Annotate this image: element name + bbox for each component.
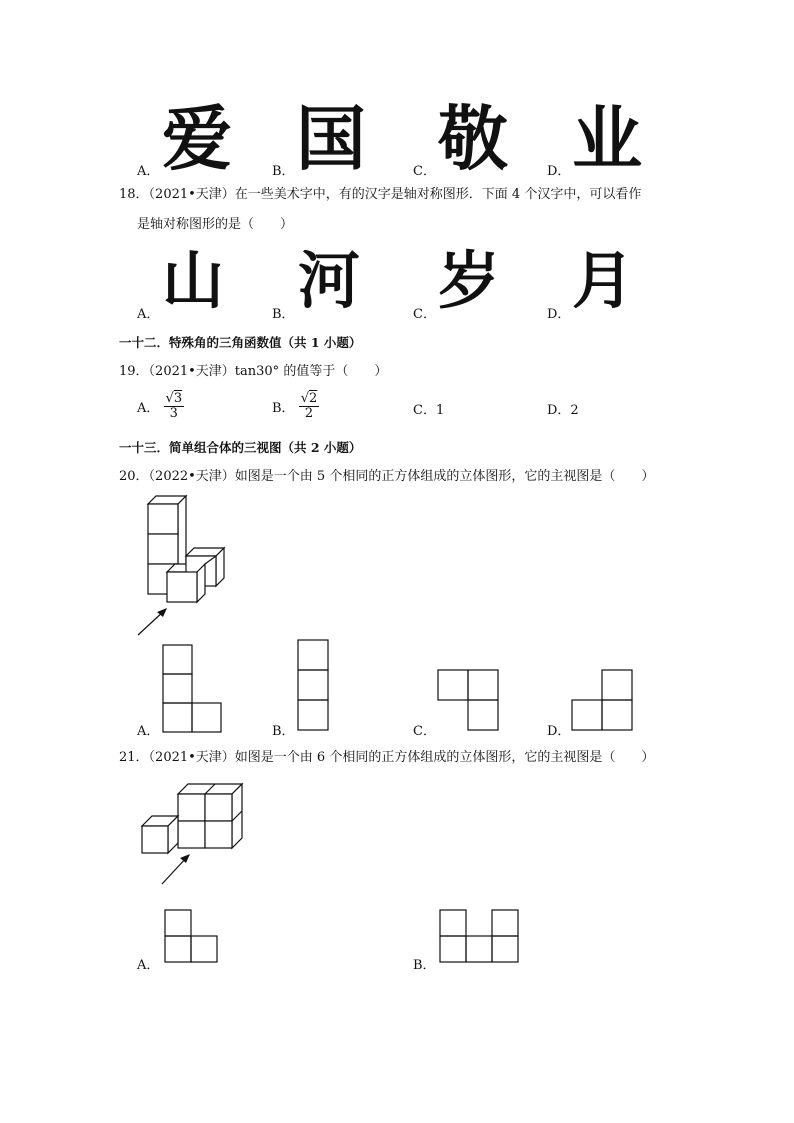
q21-option-a-figure bbox=[165, 910, 221, 964]
q19-option-b-radicand: 2 bbox=[309, 391, 318, 406]
q18-text-line1: 18．（2021•天津）在一些美术字中，有的汉字是轴对称图形．下面 4 个汉字中，可以看作 bbox=[119, 187, 642, 202]
q17-option-d-label: D． bbox=[547, 164, 571, 179]
q19-option-a-fraction bbox=[164, 392, 185, 421]
q19-text: 19．（2021•天津）tan30° 的值等于（ ） bbox=[119, 364, 388, 379]
q21-option-a-label: A． bbox=[137, 958, 160, 973]
q19-option-b-fraction bbox=[299, 392, 320, 421]
q18-option-d-label: D． bbox=[547, 307, 571, 322]
q17-option-c-char: 敬 bbox=[438, 98, 508, 180]
q18-option-c-char: 岁 bbox=[438, 244, 501, 317]
q21-solid-figure bbox=[135, 780, 255, 890]
q17-option-d-char: 业 bbox=[572, 98, 642, 180]
q19-option-a-radicand: 3 bbox=[173, 391, 183, 406]
q18-option-b-label: B． bbox=[272, 307, 295, 322]
q18-option-c-label: C． bbox=[413, 307, 436, 322]
q20-option-b-figure bbox=[298, 640, 330, 732]
q20-option-b-label: B． bbox=[272, 724, 295, 739]
q21-option-b-figure bbox=[440, 910, 522, 964]
q20-text: 20．（2022•天津）如图是一个由 5 个相同的正方体组成的立体图形，它的主视图是（ ） bbox=[119, 469, 655, 484]
q17-option-c-label: C． bbox=[413, 164, 436, 179]
q21-arrowhead-icon bbox=[180, 854, 190, 863]
q19-option-b bbox=[272, 392, 319, 421]
q18-option-d-char: 月 bbox=[572, 244, 635, 317]
q19-option-a-denominator: 3 bbox=[169, 406, 178, 421]
q20-option-c-figure bbox=[438, 670, 500, 732]
q19-option-c: C．1 bbox=[413, 403, 445, 418]
q18-option-b-char: 河 bbox=[298, 244, 361, 317]
q20-option-d-figure bbox=[572, 670, 634, 732]
q19-option-a-numerator: √3 bbox=[165, 391, 183, 406]
q20-option-d-label: D． bbox=[547, 724, 571, 739]
section-13-heading: 一十三．简单组合体的三视图（共 2 小题） bbox=[119, 440, 362, 455]
q19-option-d: D．2 bbox=[547, 403, 579, 418]
q17-option-a-char: 爱 bbox=[162, 98, 232, 180]
q17-option-b-char: 国 bbox=[296, 98, 366, 180]
q17-option-b-label: B． bbox=[272, 164, 295, 179]
q19-option-b-denominator: 2 bbox=[304, 406, 314, 421]
q21-view-arrow bbox=[162, 857, 187, 884]
q20-option-a-figure bbox=[163, 645, 223, 735]
q18-option-a-char: 山 bbox=[162, 244, 225, 317]
q19-option-a-label: A． bbox=[137, 401, 160, 416]
q19-option-b-label: B． bbox=[272, 401, 295, 416]
q20-solid-figure bbox=[130, 490, 230, 640]
q20-option-a-label: A． bbox=[137, 724, 160, 739]
q17-option-a-label: A． bbox=[137, 164, 160, 179]
q21-text: 21．（2021•天津）如图是一个由 6 个相同的正方体组成的立体图形，它的主视图是（ ） bbox=[119, 750, 655, 765]
q19-option-b-numerator: √2 bbox=[300, 391, 318, 406]
q18-text-line2: 是轴对称图形的是（ ） bbox=[137, 217, 294, 232]
q21-option-b-label: B． bbox=[413, 958, 436, 973]
q20-option-c-label: C． bbox=[413, 724, 436, 739]
section-12-heading: 一十二．特殊角的三角函数值（共 1 小题） bbox=[119, 335, 362, 350]
q18-option-a-label: A． bbox=[137, 307, 160, 322]
q19-option-a bbox=[137, 392, 184, 421]
